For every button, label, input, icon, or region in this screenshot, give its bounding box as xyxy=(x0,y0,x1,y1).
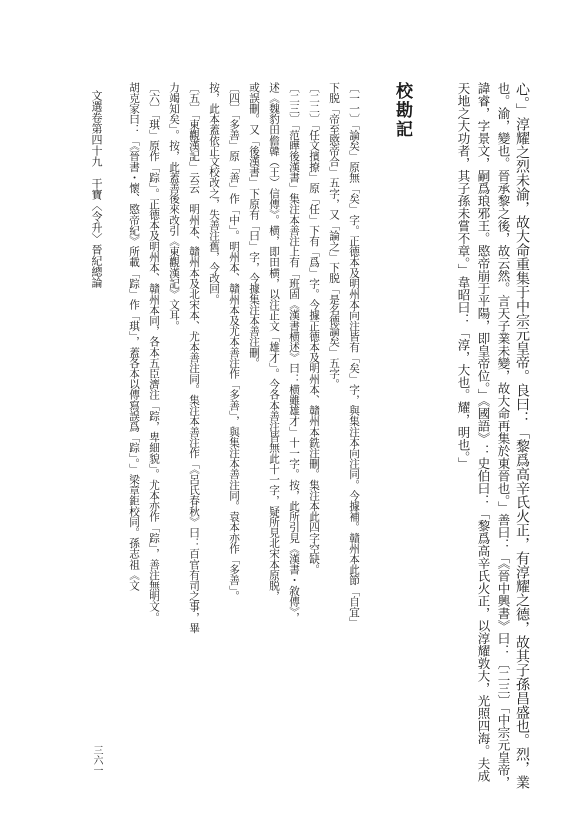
section-title: 校勘記 xyxy=(392,82,412,139)
running-footer: 文選卷第四十九 干寶〈令升〉晉紀總論 xyxy=(90,90,103,288)
note-column-10: 力竭知矣」。按，此蓋善後來改引《東觀漢記》文耳。 xyxy=(168,82,180,332)
note-column-4: 〔二三〕「范曄後漢書」集注本善注上有「班固《漢書横述》曰：横雖雄才」十一字。按，此所引見《漢書・敘傳》， xyxy=(288,82,300,623)
main-text-column-1: 心。」淳耀之烈未渝，故大命重集于中宗元皇帝。良曰：「黎爲高辛氏火正，有淳耀之德，故其子孫昌盛也。烈，業 xyxy=(514,82,530,789)
note-column-9: 〔五〕「東觀漢記」云云 明州本、贛州本及北宋本、尤本善注同。集注本善注作「《呂氏春秋》曰：百官有司之事，畢 xyxy=(188,82,200,634)
note-column-1: 〔一一〕「論矣」原無「矣」字。正德本及明州本向注皆有「矣」字，與集注本向注同。今據補。贛州本此節「自宜」 xyxy=(348,82,360,628)
note-column-7: 〔四〕「多善」原「善」作「中」。明州本、贛州本及尤本善注作「多善」，與集注本善注同。袁本亦作「多善」。 xyxy=(228,82,240,602)
note-column-3: 〔二二〕「任文擯撩」原「任」下有「爲」字。今據正德本及明州本、贛州本銑注刪。集注本此四字空缺。 xyxy=(308,82,320,575)
note-column-12: 胡克家曰：「《晉書・懷、愍帝紀》所載「踪」作「琪」，蓋各本以傳寫誤爲「踪」。」梁章鉅校同。孫志祖《文 xyxy=(128,82,140,591)
note-column-6: 或誤刪。又「後漢書」下原有「曰」字，今據集注本善注刪。 xyxy=(248,82,260,369)
page-number: 三六一 xyxy=(91,745,102,775)
main-text-column-2: 也。渝，變也。晉承黎之後，故云然。言天子業未變，故大命再集於東晉也。」善曰：「《晉中興書》曰：〔二三〕「中宗元皇帝， xyxy=(496,82,511,789)
note-column-11: 〔六〕「琪」原作「踪」。正德本及明州本、贛州本同，各本五臣濟注「踪，卑細貌」。尤本亦作「踪」，善注無明文。 xyxy=(148,82,160,623)
note-column-2: 下脱「帝至愍帝合」五字，又「論之」下脱「是名德論矣」五字。 xyxy=(328,82,340,390)
main-text-column-3: 諱睿，字景文，嗣爲琅邪王。愍帝崩于平陽，即皇帝位。」《國語》：史伯曰：「黎爲高辛氏火正，以淳耀敦大，光照四海。夫成 xyxy=(476,82,491,782)
main-text-column-4: 天地之大功者，其子孫未嘗不章。」韋昭曰：「淳，大也。耀，明也。」 xyxy=(456,82,471,470)
note-column-5: 述《魏豹田儋韓（王）信傳》。横，即田横，以注正文「雄才」。今各本善注皆無此十一字，疑所見北宋本原脱， xyxy=(268,82,280,602)
note-column-8: 按，此本蓋依正文校改之，失善注舊，今改回。 xyxy=(208,82,220,305)
